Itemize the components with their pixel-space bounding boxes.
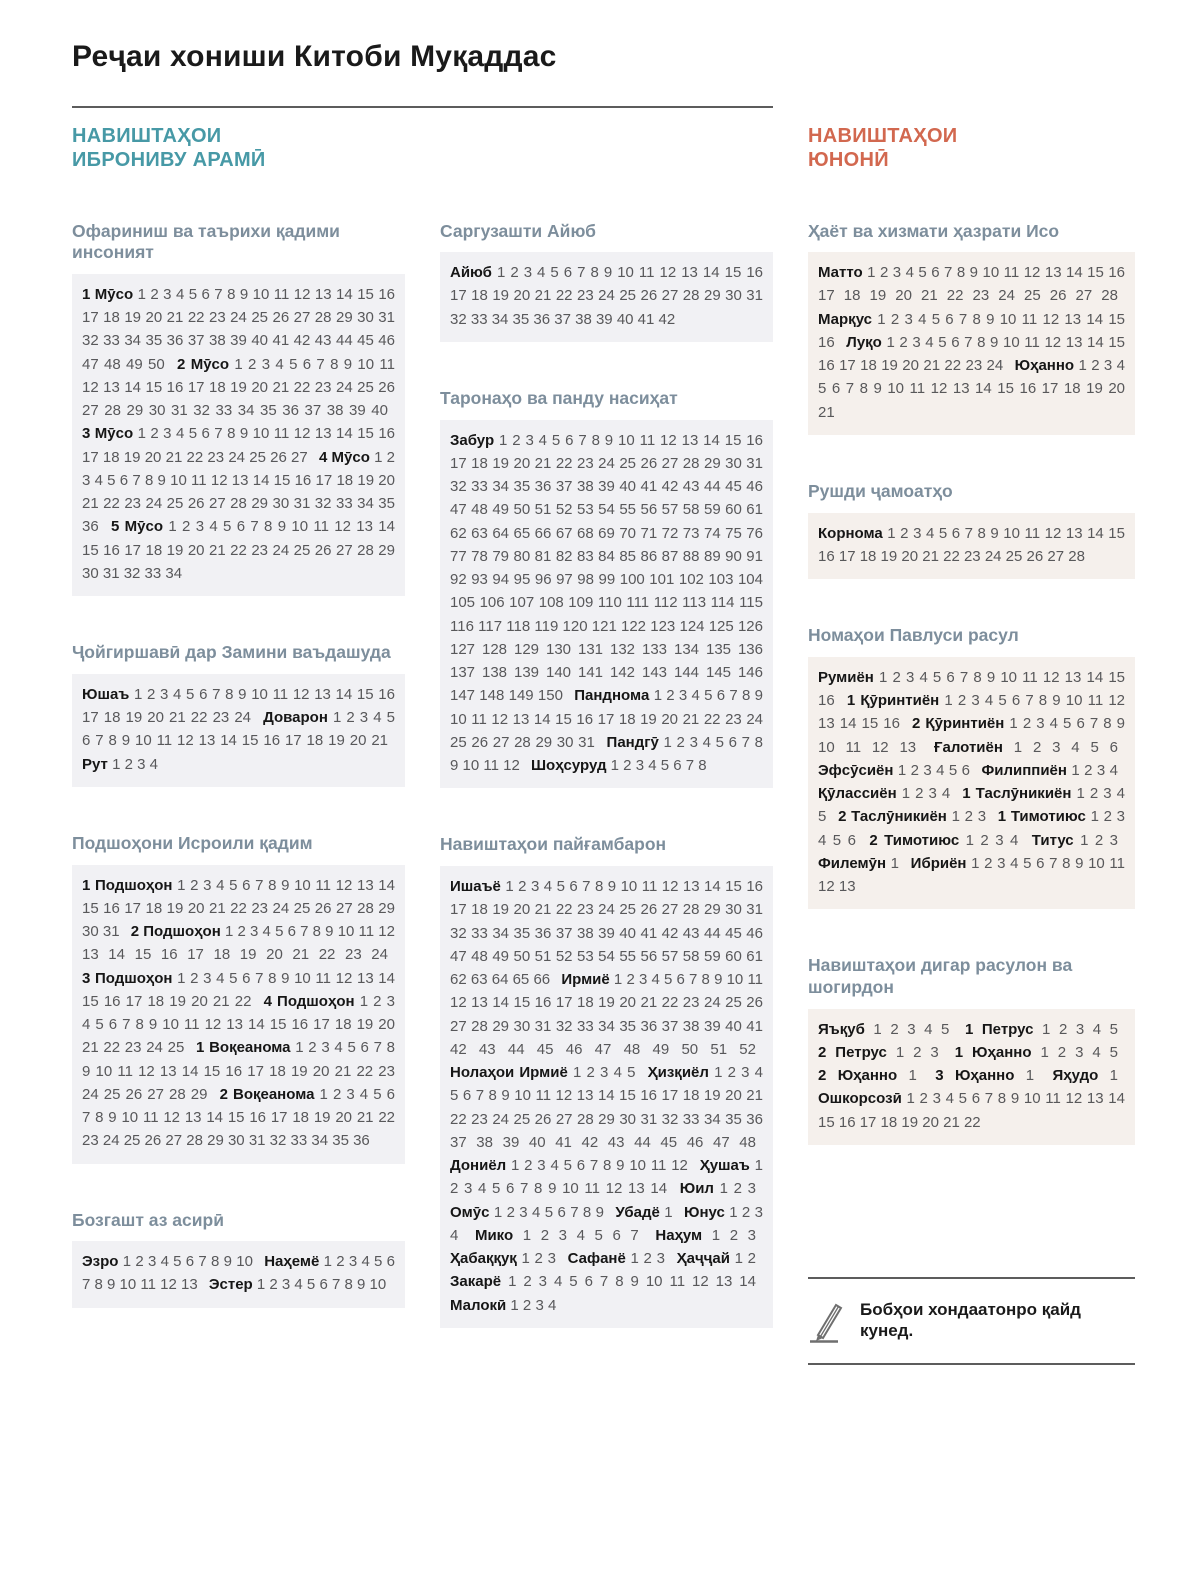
- title-divider: [72, 106, 773, 108]
- book-name: 1 Воқеанома: [196, 1039, 291, 1057]
- book-name: Сафанё: [567, 1250, 626, 1268]
- section-title: Ҳаёт ва хизмати ҳазрати Исо: [808, 220, 1060, 241]
- chapter-numbers: 1 2 3: [951, 808, 987, 826]
- book-name: Титус: [1031, 831, 1074, 849]
- section-title: Подшоҳони Исроили қадим: [72, 832, 313, 853]
- book-name: 2 Юҳанно: [818, 1067, 898, 1085]
- book-name: Ишаъё: [450, 878, 501, 896]
- chapter-numbers: 1 2 3 4 5 6 7 8 9 10 11 12 13 14: [508, 1273, 756, 1291]
- book-name: Дониёл: [450, 1157, 507, 1175]
- chapter-numbers: 1 2 3 4 5 6 7 8 9 10 11 12 13 14 15 16 17 18 19 20 21: [818, 357, 1125, 421]
- section-title: Номаҳои Павлуси расул: [808, 625, 1019, 646]
- chapter-numbers: 1 2 3 4 5 6 7 8 9 10 11 12 13 14 15 16: [818, 310, 1125, 351]
- chapter-numbers: 1: [1109, 1067, 1118, 1085]
- book-name: Пандномa: [574, 687, 650, 705]
- chapter-numbers: 1 2 3 4 5 6: [897, 761, 971, 779]
- chapter-numbers: 1 2 3 4 5 6 7 8 9 10 11 12 13 14 15 16 17 18 19 20 21 22 23 24 25 26 27 28 29 30 31 32 33 34 35 36 37 38 39 40 41 42: [450, 264, 763, 328]
- book-name: Ҳабаққуқ: [450, 1250, 517, 1268]
- chapter-numbers: 1 2 3 4 5 6 7 8 9 10 11 12 13 14 15 16 17 18 19 20 21 22 23 24 25 26 27 28 29 30 31 32 33 34 35 36 37 38 39 40 41 42 43 44 45 46 47 48: [450, 1064, 764, 1151]
- books-block: [72, 1241, 405, 1308]
- column-greek: [808, 124, 1135, 1365]
- book-name: Эзро: [82, 1253, 119, 1271]
- greek-scriptures-header: [808, 124, 1135, 221]
- chapter-numbers: 1 2 3 4 5 6 7 8 9 10 11 12 13 14: [450, 1157, 763, 1198]
- book-name: 1 Петрус: [964, 1020, 1034, 1038]
- book-name: 2 Мӯсо: [177, 355, 230, 373]
- header-line: ИБРОНИВУ АРАМӢ: [72, 148, 266, 171]
- header-line: НАВИШТАҲОИ: [808, 124, 958, 147]
- chapter-numbers: 1 2 3 4 5 6 7 8 9 10 11 12 13 14 15 16 17 18 19 20 21 22 23 24 25 26 27 28: [818, 264, 1125, 305]
- chapter-numbers: 1 2 3 4 5 6 7 8 9 10 11 12 13 14 15 16 17 18 19 20 21 22 23 24 25 26 27 28 29 30 31 32 33 34 35 36: [82, 1085, 395, 1150]
- chapter-numbers: 1 2 3 4 5 6 7 8 9 10 11 12 13 14 15 16: [818, 668, 1125, 710]
- chapter-numbers: 1 2 3 4 5 6 7 8 9 10 11 12 13: [82, 1253, 396, 1294]
- book-name: Ибриён: [910, 854, 967, 872]
- chapter-numbers: 1 2 3 4 5 6: [818, 808, 1126, 849]
- section-title: Ҷойгиршавӣ дар Замини ваъдашуда: [72, 642, 391, 663]
- chapter-numbers: 1 2 3 4 5 6 7 8 9 10 11 12 13 14 15 16 17 18 19 20 21 22 23 24 25 26 27 28 29 30 31: [450, 687, 763, 751]
- sections-container: [808, 221, 1135, 1145]
- chapter-numbers: 1 2 3 4 5 6 7: [522, 1226, 639, 1244]
- book-name: Филемӯн: [818, 854, 886, 872]
- chapter-numbers: 1 2 3: [895, 1043, 939, 1061]
- book-name: 4 Подшоҳон: [263, 992, 355, 1010]
- section: [72, 642, 405, 787]
- chapter-numbers: 1 2 3: [521, 1250, 556, 1268]
- book-name: Омӯс: [450, 1203, 490, 1221]
- book-name: Эфсӯсиён: [818, 761, 894, 779]
- book-name: Ҳушаъ: [699, 1157, 750, 1175]
- chapter-numbers: 1 2 3 4 5 6 7 8 9 10: [256, 1276, 387, 1294]
- books-block: [440, 866, 773, 1328]
- books-block: [440, 252, 773, 342]
- chapter-numbers: 1 2 3 4 5 6 7 8: [610, 757, 707, 775]
- book-name: Юил: [679, 1180, 714, 1198]
- book-name: Юҳанно: [1014, 357, 1075, 375]
- book-name: Ошкорсозӣ: [818, 1090, 902, 1108]
- books-block: [808, 252, 1135, 435]
- footer-note-box: [808, 1277, 1135, 1365]
- section: [808, 955, 1135, 1145]
- section-title: Саргузашти Айюб: [440, 220, 596, 241]
- chapter-numbers: 1: [890, 854, 899, 872]
- book-name: Забур: [450, 431, 495, 449]
- book-name: Матто: [818, 264, 863, 282]
- chapter-numbers: 1 2 3 4: [1071, 761, 1119, 779]
- chapter-numbers: 1 2 3 4 5 6 7 8 9 10 11 12: [450, 733, 764, 775]
- chapter-numbers: 1 2 3 4 5 6 7 8 9 10 11 12 13 14 15 16 17 18 19 20 21 22 23 24 25 26 27 28 29 30 31 32 33 34 35 36 37 38 39 40 41 42 43 44 45 46 47 48 49 50 51 52 53 54 55 56 57 58 59 60 61 62 63 64 65 66: [450, 878, 763, 989]
- book-name: 2 Воқеанома: [219, 1085, 315, 1103]
- book-name: Ҳизқиёл: [647, 1064, 709, 1082]
- book-name: Ҳаҷҷай: [676, 1250, 730, 1268]
- book-name: 3 Подшоҳон: [82, 969, 173, 987]
- section-title: Рушди ҷамоатҳо: [808, 480, 953, 501]
- book-name: Яҳудо: [1052, 1067, 1099, 1085]
- chapter-numbers: 1 2 3 4 5 6 7 8 9 10 11 12 13 14 15 16 17 18 19 20 21 22 23 24: [82, 923, 395, 964]
- books-block: [72, 274, 405, 596]
- book-name: Юшаъ: [82, 685, 130, 703]
- chapter-numbers: 1 2 3 4 5: [1040, 1043, 1119, 1061]
- books-block: [808, 513, 1135, 580]
- section: [808, 625, 1135, 909]
- chapter-numbers: 1 2 3 4 5 6 7 8 9: [493, 1203, 605, 1221]
- chapter-numbers: 1: [908, 1067, 917, 1085]
- chapter-numbers: 1 2 3 4 5 6 7 8 9 10 11 12 13: [818, 715, 1126, 756]
- book-name: Корнома: [818, 524, 883, 542]
- chapter-numbers: 1 2 3 4 5 6 7 8 9 10 11 12 13 14 15 16 17 18 19 20 21 22: [818, 1090, 1125, 1131]
- book-name: Марқус: [818, 310, 873, 328]
- books-block: [440, 420, 773, 789]
- book-name: 3 Юҳанно: [935, 1067, 1015, 1085]
- chapter-numbers: 1 2 3 4: [510, 1296, 557, 1314]
- column-hebrew-1: [72, 124, 405, 1354]
- book-name: Юнус: [683, 1203, 725, 1221]
- book-name: Қӯлассиён: [818, 785, 897, 803]
- book-name: Румиён: [818, 668, 874, 686]
- chapter-numbers: 1 2 3 4 5 6 7 8 9 10 11 12 13 14 15 16 17 18 19 20 21 22 23 24 25 26 27 28 29 30 31 32 33 34 35 36 37 38 39 40 41 42 43 44 45 46 47 48 49 50: [82, 285, 396, 373]
- footer-note: Бобҳои хондаатонро қайд кунед.: [860, 1300, 1081, 1340]
- hebrew-scriptures-header: [72, 124, 405, 221]
- header-line: НАВИШТАҲОИ: [72, 124, 222, 147]
- books-block: [72, 865, 405, 1164]
- chapter-numbers: 1 2 3 4 5 6 7 8 9 10 11 12 13 14 15 16 17 18 19 20 21 22 23 24 25 26 27: [82, 425, 396, 466]
- book-name: Нолаҳои Ирмиё: [450, 1064, 568, 1082]
- chapter-numbers: 1 2 3 4 5 6 7 8 9 10 11 12 13 14 15 16: [818, 692, 1126, 733]
- chapter-numbers: 1 2 3 4 5 6 7 8 9 10: [122, 1253, 253, 1271]
- chapter-numbers: 1 2 3 4 5 6 7 8 9 10 11 12: [511, 1157, 688, 1175]
- section: [808, 221, 1135, 435]
- chapter-numbers: 1 2 3 4 5 6 7 8 9 10 11 12 13 14 15 16 17 18 19 20 21 22 23 24: [82, 685, 395, 727]
- section: [72, 1210, 405, 1308]
- chapter-numbers: 1 2 3 4 5 6 7 8 9 10 11 12 13 14 15 16 17 18 19 20 21 22 23 24 25 26 27 28 29 30 31 32 33 34 35 36: [82, 448, 395, 536]
- chapter-numbers: 1 2 3 4: [965, 831, 1019, 849]
- book-name: Ирмиё: [561, 971, 610, 989]
- chapter-numbers: 1 2 3 4 5: [573, 1064, 636, 1082]
- book-name: Рут: [82, 755, 108, 773]
- chapter-numbers: 1 2 3 4 5: [1042, 1020, 1119, 1038]
- chapter-numbers: 1 2 3 4: [901, 785, 951, 803]
- chapter-numbers: 1 2 3 4 5 6 7 8 9 10 11 12 13 14 15 16 17 18 19 20 21: [82, 709, 395, 750]
- chapter-numbers: 1 2 3 4 5 6 7 8 9 10 11 12 13 14 15 16 17 18 19 20 21 22: [82, 969, 395, 1010]
- pencil-icon: [808, 1295, 846, 1343]
- section: [440, 834, 773, 1327]
- columns-grid: [72, 124, 1135, 1374]
- chapter-numbers: 1 2 3 4 5 6 7 8 9 10 11 12 13 14 15 16 17 18 19 20 21 22 23 24 25 26 27 28: [818, 524, 1125, 565]
- book-name: 1 Қӯринтиён: [846, 692, 940, 710]
- reading-schedule-page: [0, 40, 1200, 1374]
- book-name: 1 Тимотиюс: [997, 808, 1086, 826]
- book-name: Наҳемё: [264, 1253, 320, 1271]
- book-name: Шоҳсуруд: [530, 757, 607, 775]
- book-name: 2 Петрус: [818, 1043, 887, 1061]
- book-name: 2 Таслӯникиён: [838, 808, 947, 826]
- chapter-numbers: 1 2 3: [1080, 831, 1119, 849]
- chapter-numbers: 1 2: [734, 1250, 756, 1268]
- section-title: Навиштаҳои пайғамбарон: [440, 834, 667, 855]
- book-name: 5 Мӯсо: [111, 518, 164, 536]
- sections-container: [440, 221, 773, 1328]
- chapter-numbers: 1 2 3 4 5 6 7 8 9 10 11 12 13 14 15 16 17 18 19 20 21 22 23 24 25 26 27 28 29 30 31: [82, 876, 395, 940]
- section: [440, 221, 773, 342]
- chapter-numbers: 1: [1025, 1067, 1035, 1085]
- book-name: 1 Мӯсо: [82, 285, 134, 303]
- book-name: Эстер: [208, 1276, 253, 1294]
- book-name: Ғалотиён: [933, 738, 1003, 756]
- chapter-numbers: 1 2 3: [711, 1226, 756, 1244]
- section: [72, 833, 405, 1164]
- book-name: 3 Мӯсо: [82, 425, 134, 443]
- book-name: Убадё: [615, 1203, 660, 1221]
- chapter-numbers: 1 2 3 4 5 6 7 8 9 10 11 12 13 14 15 16 17 18 19 20 21 22 23 24 25 26 27 28 29 30 31 32 33 34 35 36 37 38 39 40 41 42 43 44 45 46 47 48 49 50 51 52 53 54 55 56 57 58 59 60 61 62 63 64 65 66 67 68 69 70 71 72 73 74 75 76 77 78 79 80 81 82 83 84 85 86 87 88 89 90 91 92 93 94 95 96 97 98 99 100 101 102 103 104 105 106 107 108 109 110 111 112 113 114 115 116 117 118 119 120 121 122 123 124 125 126 127 128 129 130 131 132 133 134 135 136 137 138 139 140 141 142 143 144 145 146 147 148 149 150: [450, 431, 763, 705]
- section: [440, 388, 773, 788]
- chapter-numbers: 1 2 3 4 5 6 7 8 9 10 11 12 13: [818, 854, 1125, 896]
- section-title: Таронаҳо ва панду насиҳат: [440, 387, 678, 408]
- book-name: 1 Юҳанно: [954, 1043, 1032, 1061]
- chapter-numbers: 1 2 3: [719, 1180, 756, 1198]
- book-name: 2 Подшоҳон: [130, 923, 221, 940]
- chapter-numbers: 1 2 3 4 5 6 7 8 9 10 11 12 13 14 15 16 17 18 19 20 21 22 23 24 25 26 27 28 29 30 31 32 33 34 35 36 37 38 39 40: [82, 355, 395, 420]
- section: [808, 481, 1135, 579]
- book-name: Малокӣ: [450, 1296, 507, 1314]
- book-name: Доварон: [263, 709, 328, 727]
- book-name: Филиппиён: [981, 761, 1067, 779]
- chapter-numbers: 1 2 3 4 5 6 7 8 9 10 11 12 13 14 15 16 17 18 19 20 21 22 23 24 25 26 27 28 29 30 31 32 33 34: [82, 518, 395, 582]
- chapter-numbers: 1: [664, 1203, 673, 1221]
- chapter-numbers: 1 2 3 4 5: [873, 1020, 950, 1038]
- book-name: Пандгӯ: [606, 733, 659, 751]
- section-title: Бозгашт аз асирӣ: [72, 1209, 224, 1230]
- chapter-numbers: 1 2 3 4 5 6: [1013, 738, 1118, 756]
- chapter-numbers: 1 2 3 4 5 6 7 8 9 10 11 12 13 14 15 16 17 18 19 20 21 22 23 24: [818, 333, 1125, 375]
- chapter-numbers: 1 2 3 4 5: [818, 785, 1126, 826]
- page-title: Реҷаи хониши Китоби Муқаддас: [72, 40, 557, 73]
- book-name: 1 Подшоҳон: [82, 876, 173, 894]
- book-name: Айюб: [450, 264, 492, 282]
- book-name: 4 Мӯсо: [318, 448, 370, 466]
- header-spacer: [440, 124, 773, 221]
- book-name: 2 Қӯринтиён: [912, 715, 1005, 733]
- books-block: [808, 657, 1135, 910]
- chapter-numbers: 1 2 3: [630, 1250, 665, 1268]
- sections-container: [72, 221, 405, 1308]
- book-name: Закарё: [450, 1273, 502, 1291]
- book-name: Мико: [474, 1226, 514, 1244]
- chapter-numbers: 1 2 3 4 5 6 7 8 9 10 11 12 13 14 15 16 17 18 19 20 21 22 23 24 25 26 27 28 29: [82, 1039, 395, 1103]
- book-name: Яъқуб: [818, 1020, 865, 1038]
- books-block: [72, 674, 405, 787]
- chapter-numbers: 1 2 3 4 5 6 7 8 9 10 11 12 13 14 15 16 17 18 19 20 21 22 23 24 25: [82, 992, 395, 1057]
- book-name: 2 Тимотиюс: [869, 831, 960, 849]
- header-line: ЮНОНӢ: [808, 148, 889, 171]
- section-title: Офариниш ва таърихи қадими инсоният: [72, 220, 340, 263]
- chapter-numbers: 1 2 3 4: [112, 755, 158, 773]
- section: [72, 221, 405, 597]
- column-hebrew-2: [440, 124, 773, 1374]
- book-name: Луқо: [846, 333, 882, 351]
- book-name: 1 Таслӯникиён: [962, 785, 1072, 803]
- chapter-numbers: 1 2 3 4: [450, 1203, 764, 1244]
- section-title: Навиштаҳои дигар расулон ва шогирдон: [808, 955, 1073, 997]
- book-name: Наҳум: [655, 1226, 703, 1244]
- books-block: [808, 1009, 1135, 1145]
- chapter-numbers: 1 2 3 4 5 6 7 8 9 10 11 12 13 14 15 16 17 18 19 20 21 22 23 24 25 26 27 28 29 30 31 32 33 34 35 36 37 38 39 40 41 42 43 44 45 46 47 48 49 50 51 52: [450, 971, 764, 1058]
